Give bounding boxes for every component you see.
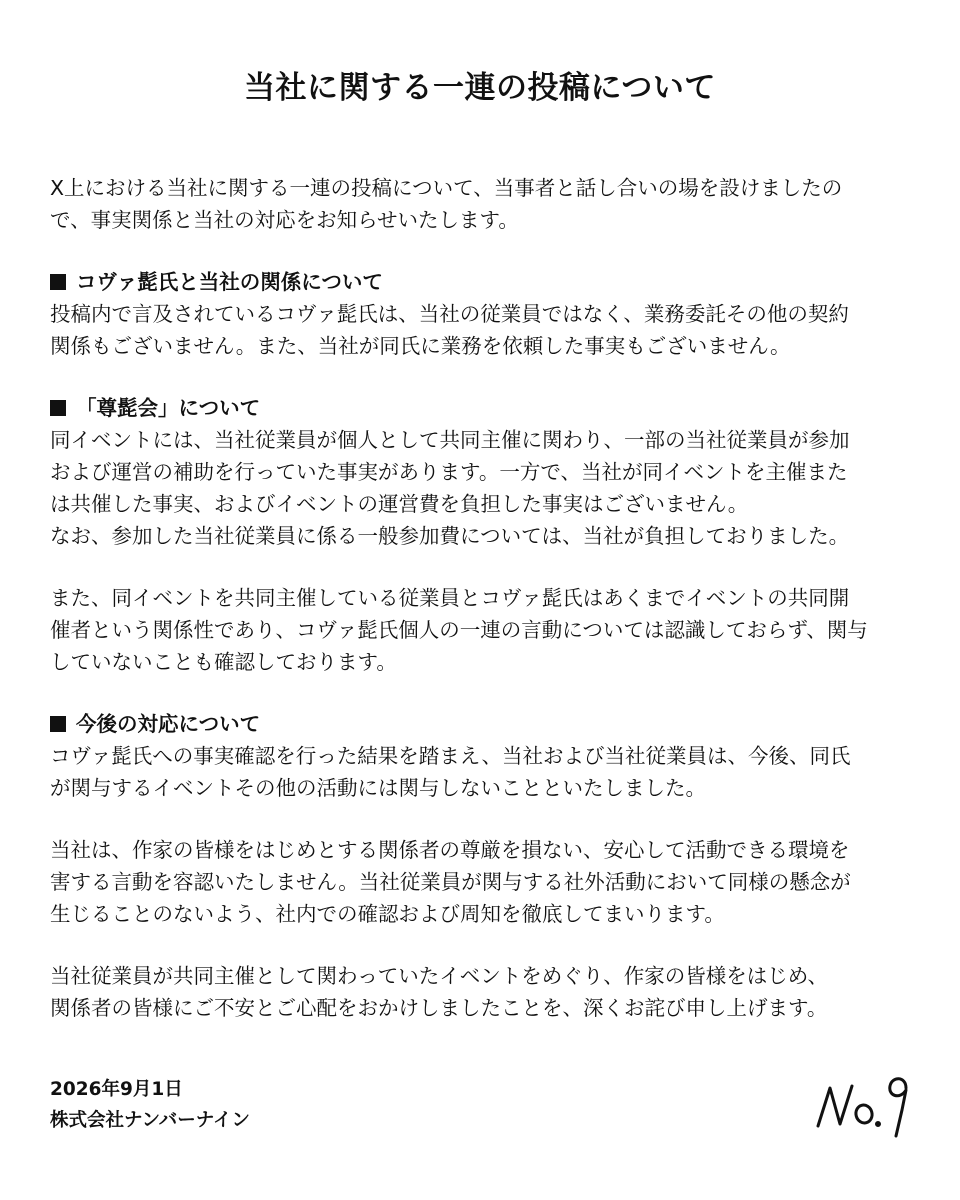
paragraph-line: 生じることのないよう、社内での確認および周知を徹底してまいります。 xyxy=(50,902,725,926)
section-heading-relationship xyxy=(50,266,930,298)
paragraph-line: 催者という関係性であり、コヴァ髭氏個人の一連の言動については認識しておらず、関与 xyxy=(50,618,868,642)
section-heading-response xyxy=(50,708,930,740)
signature-block xyxy=(50,1074,250,1136)
paragraph-line: していないことも確認しております。 xyxy=(50,650,397,674)
document-body xyxy=(50,172,930,1024)
section-paragraph xyxy=(50,582,930,678)
logo xyxy=(814,1068,914,1140)
page-title: 当社に関する一連の投稿について xyxy=(244,70,716,106)
section-paragraph xyxy=(50,424,930,552)
paragraph-line: また、同イベントを共同主催している従業員とコヴァ髭氏はあくまでイベントの共同開 xyxy=(50,586,850,610)
paragraph-line: 当社従業員が共同主催として関わっていたイベントをめぐり、作家の皆様をはじめ、 xyxy=(50,964,828,988)
section-heading-event xyxy=(50,392,930,424)
section-heading-label: コヴァ髭氏と当社の関係について xyxy=(76,270,383,294)
paragraph-line: 当社は、作家の皆様をはじめとする関係者の尊厳を損ない、安心して活動できる環境を xyxy=(50,838,850,862)
paragraph-line: が関与するイベントその他の活動には関与しないことといたしました。 xyxy=(50,776,706,800)
section-paragraph xyxy=(50,834,930,930)
square-bullet-icon xyxy=(50,274,66,290)
date: 2026年9月1日 xyxy=(50,1079,183,1100)
section-paragraph xyxy=(50,298,930,362)
section-paragraph xyxy=(50,740,930,804)
section-heading-label: 「尊髭会」について xyxy=(76,396,261,420)
paragraph-line: 関係もございません。また、当社が同氏に業務を依頼した事実もございません。 xyxy=(50,334,791,358)
paragraph-line: 関係者の皆様にご不安とご心配をおかけしましたことを、深くお詫び申し上げます。 xyxy=(50,996,828,1020)
paragraph-line: は共催した事実、およびイベントの運営費を負担した事実はございません。 xyxy=(50,492,749,516)
intro-line: で、事実関係と当社の対応をお知らせいたします。 xyxy=(50,208,519,232)
paragraph-line: 害する言動を容認いたしません。当社従業員が関与する社外活動において同様の懸念が xyxy=(50,870,851,894)
paragraph-line: コヴァ髭氏への事実確認を行った結果を踏まえ、当社および当社従業員は、今後、同氏 xyxy=(50,744,851,768)
paragraph-line: 投稿内で言及されているコヴァ髭氏は、当社の従業員ではなく、業務委託その他の契約 xyxy=(50,302,849,326)
intro-paragraph xyxy=(50,172,930,236)
apology-paragraph xyxy=(50,960,930,1024)
square-bullet-icon xyxy=(50,716,66,732)
paragraph-line: なお、参加した当社従業員に係る一般参加費については、当社が負担しておりました。 xyxy=(50,524,850,548)
square-bullet-icon xyxy=(50,400,66,416)
section-heading-label: 今後の対応について xyxy=(76,712,261,736)
paragraph-line: および運営の補助を行っていた事実があります。一方で、当社が同イベントを主催また xyxy=(50,460,848,484)
company-name: 株式会社ナンバーナイン xyxy=(50,1110,250,1131)
intro-line: X上における当社に関する一連の投稿について、当事者と話し合いの場を設けましたの xyxy=(50,176,843,200)
paragraph-line: 同イベントには、当社従業員が個人として共同主催に関わり、一部の当社従業員が参加 xyxy=(50,428,850,452)
